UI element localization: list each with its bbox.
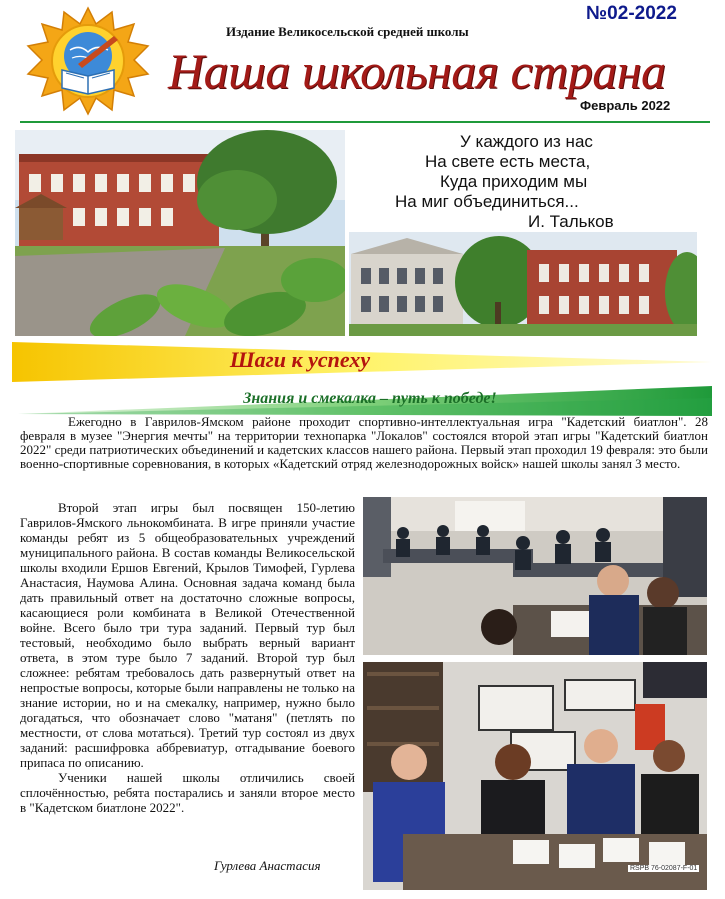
issue-number: №02-2022 (586, 3, 677, 24)
photo-caption: RSPB 76-02087-F-01 (630, 865, 698, 872)
newspaper-title: Наша школьная страна (168, 43, 666, 99)
article-headline: Знания и смекалка – путь к победе! (243, 390, 497, 407)
article-body (20, 500, 355, 815)
epigraph-line: На миг объединиться... (395, 192, 579, 211)
epigraph (395, 132, 695, 232)
article-intro: Ежегодно в Гаврилов-Ямском районе проходит спортивно-интеллектуальная игра "Кадетский биатлон". 28 февраля в музее "Энергия мечты" на территории технопарка "Локалов" состоялся второй этап игры "Кадетский биатлон 2022" среди патриотических объединений и кадетских классов нашего района. Первый этап проходил 19 февраля: это были военно-спортивные соревнования, в которых «Кадетский отряд железнодорожных войск» нашей школы занял 3 место. (20, 414, 708, 471)
school-building-photo (15, 130, 345, 336)
epigraph-line: На свете есть места, (425, 152, 591, 171)
epigraph-line: У каждого из нас (460, 132, 593, 151)
school-emblem-icon (22, 6, 154, 116)
students-at-tables-photo (363, 497, 707, 655)
team-portrait-photo (363, 662, 707, 890)
masthead-divider (20, 121, 710, 123)
publisher-name: Издание Великосельской средней школы (226, 24, 469, 39)
article-author: Гурлева Анастасия (214, 858, 321, 873)
article-paragraph: Ученики нашей школы отличились своей сплочённостью, ребята постарались и заняли второе место в "Кадетском биатлоне 2022". (20, 770, 355, 815)
epigraph-line: Куда приходим мы (440, 172, 588, 191)
issue-date: Февраль 2022 (580, 98, 671, 113)
section-title: Шаги к успеху (229, 347, 371, 372)
epigraph-author: И. Тальков (528, 212, 614, 231)
article-paragraph: Второй этап игры был посвящен 150-летию Гаврилов-Ямского льнокомбината. В игре приняли участие команды ребят из 5 общеобразовательных учреждений муниципального района. В состав команды Великосельской школы входили Ершов Евгений, Крылов Тимофей, Гурлева Анастасия, Наумова Алина. Основная задача команд была дать правильный ответ на достаточно сложные вопросы, касающиеся роли комбината в Великой Отечественной войне. Всего было три тура заданий. Первый тур был тестовый, необходимо было выбрать верный вариант ответа, в этом туре было 7 заданий. Второй тур был сложнее: ребятам требовалось дать развернутый ответ на непростые вопросы, которые были направлены не только на знание истории, но и на смекалку, например, нужно было догадаться, что обозначает слово "матаня" (петлять по местности, от слова мотаться). Третий тур состоял из двух заданий: расшифровка аббревиатур, отгадывание боевого припаса по описанию. (20, 500, 355, 770)
school-buildings-street-photo (349, 232, 697, 336)
